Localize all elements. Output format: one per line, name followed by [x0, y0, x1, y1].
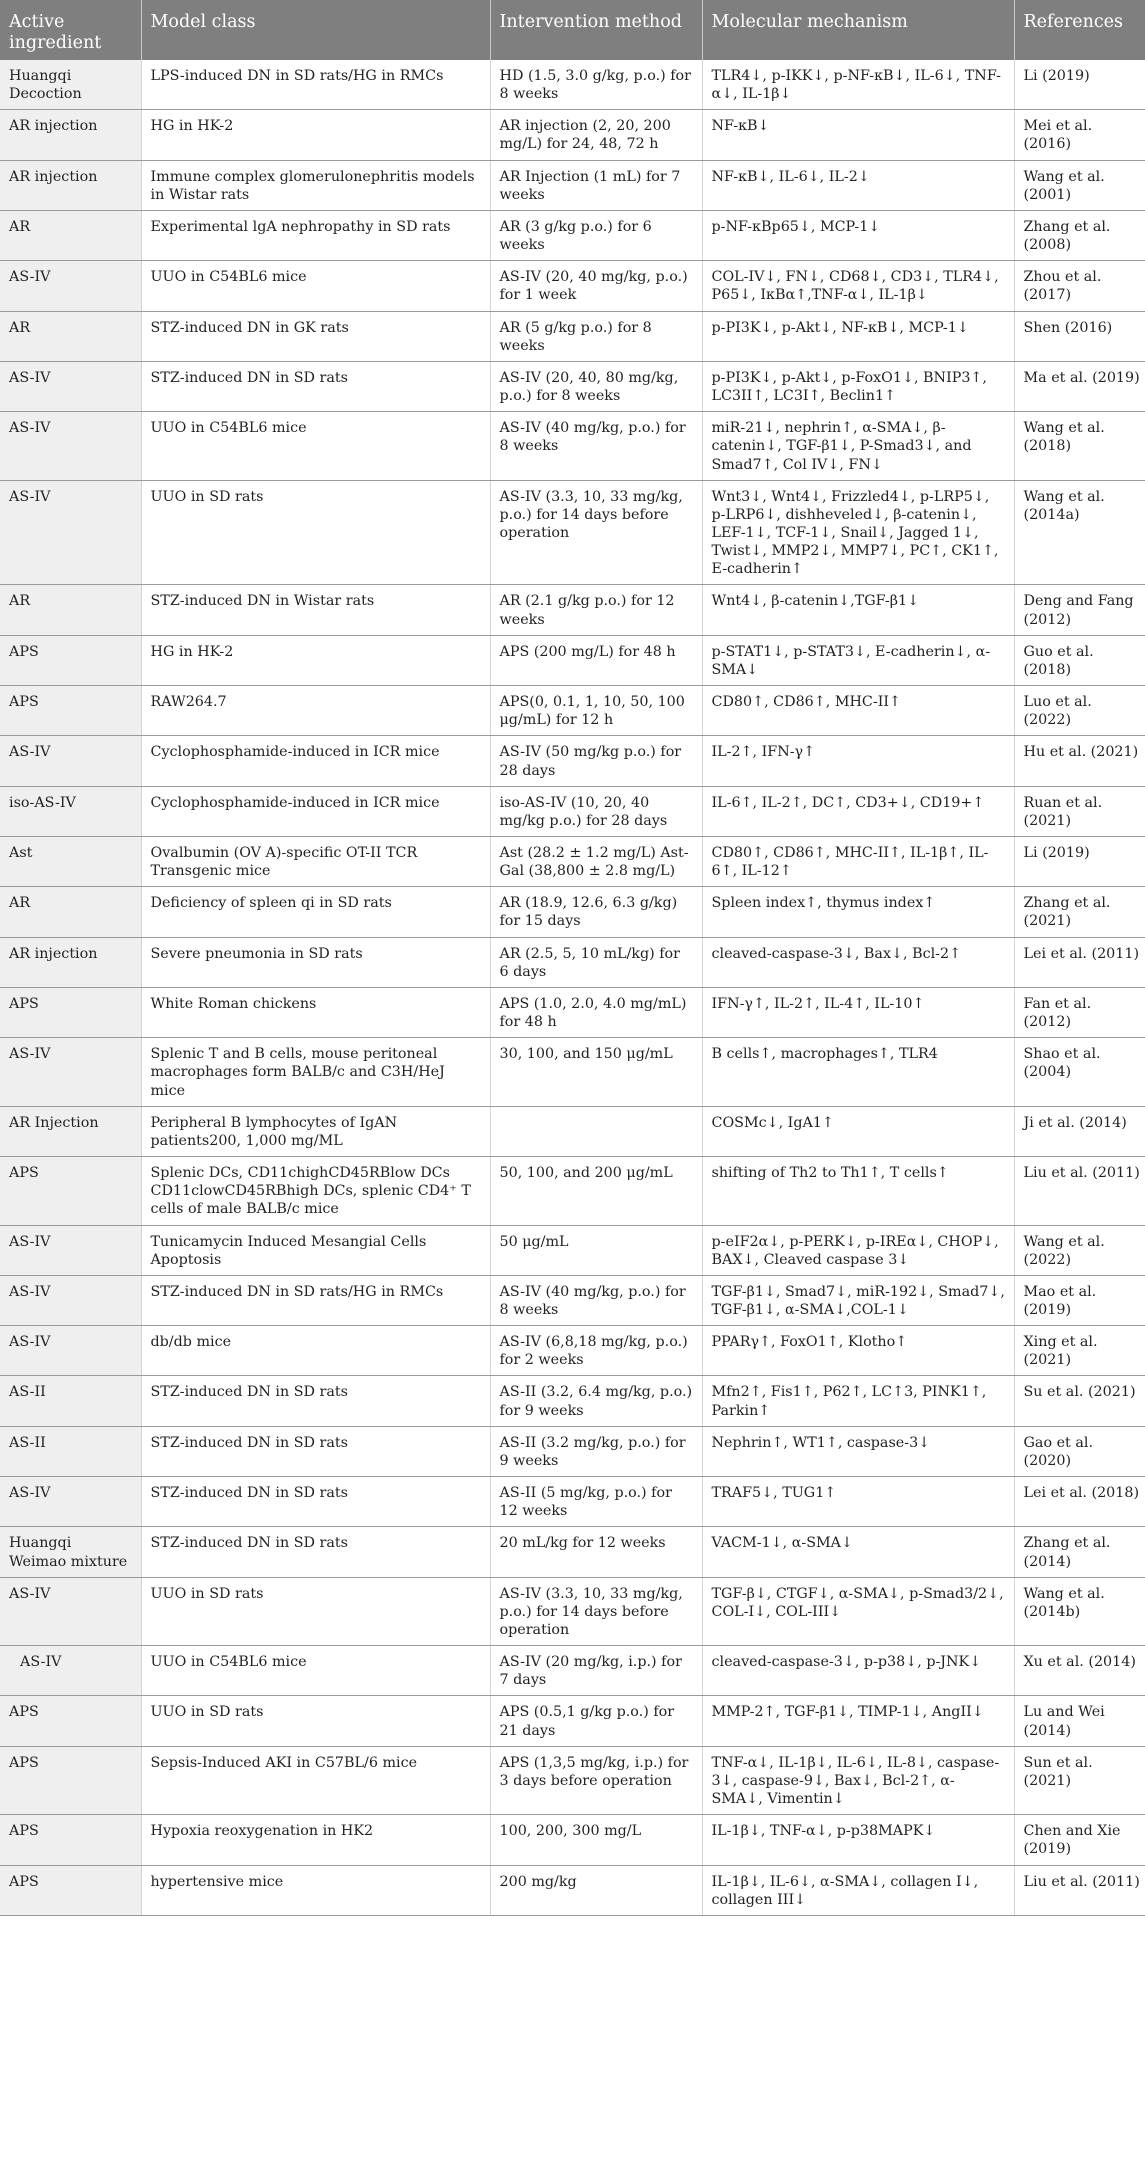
- cell-model-class: Cyclophosphamide-induced in ICR mice: [141, 736, 490, 786]
- cell-molecular-mechanism: p-PI3K↓, p-Akt↓, NF-κB↓, MCP-1↓: [702, 311, 1014, 361]
- cell-reference: Deng and Fang (2012): [1014, 585, 1145, 635]
- cell-model-class: STZ-induced DN in SD rats/HG in RMCs: [141, 1275, 490, 1325]
- cell-model-class: HG in HK-2: [141, 635, 490, 685]
- cell-intervention-method: AR injection (2, 20, 200 mg/L) for 24, 48, 72 h: [490, 110, 702, 160]
- cell-model-class: UUO in C54BL6 mice: [141, 1646, 490, 1696]
- table-row: [0, 1106, 1145, 1156]
- cell-model-class: Hypoxia reoxygenation in HK2: [141, 1815, 490, 1865]
- cell-intervention-method: AS-IV (20, 40 mg/kg, p.o.) for 1 week: [490, 261, 702, 311]
- table-row: [0, 937, 1145, 987]
- cell-model-class: LPS-induced DN in SD rats/HG in RMCs: [141, 60, 490, 110]
- cell-model-class: Experimental lgA nephropathy in SD rats: [141, 210, 490, 260]
- table-row: [0, 837, 1145, 887]
- cell-model-class: HG in HK-2: [141, 110, 490, 160]
- cell-intervention-method: AS-IV (20, 40, 80 mg/kg, p.o.) for 8 weeks: [490, 361, 702, 411]
- cell-model-class: UUO in C54BL6 mice: [141, 261, 490, 311]
- cell-reference: Su et al. (2021): [1014, 1376, 1145, 1426]
- cell-molecular-mechanism: TRAF5↓, TUG1↑: [702, 1477, 1014, 1527]
- cell-active-ingredient: APS: [0, 635, 141, 685]
- cell-active-ingredient: AR injection: [0, 110, 141, 160]
- cell-model-class: Tunicamycin Induced Mesangial Cells Apoptosis: [141, 1225, 490, 1275]
- cell-reference: Guo et al. (2018): [1014, 635, 1145, 685]
- cell-reference: Liu et al. (2011): [1014, 1157, 1145, 1225]
- cell-reference: Luo et al. (2022): [1014, 686, 1145, 736]
- cell-reference: Zhang et al. (2008): [1014, 210, 1145, 260]
- header-active-ingredient: Active ingredient: [0, 0, 141, 60]
- cell-intervention-method: AR Injection (1 mL) for 7 weeks: [490, 160, 702, 210]
- cell-active-ingredient: APS: [0, 1696, 141, 1746]
- header-intervention-method: Intervention method: [490, 0, 702, 60]
- cell-model-class: Immune complex glomerulonephritis models in Wistar rats: [141, 160, 490, 210]
- cell-molecular-mechanism: B cells↑, macrophages↑, TLR4: [702, 1038, 1014, 1106]
- header-model-class: Model class: [141, 0, 490, 60]
- cell-intervention-method: AR (3 g/kg p.o.) for 6 weeks: [490, 210, 702, 260]
- cell-molecular-mechanism: TGF-β1↓, Smad7↓, miR-192↓, Smad7↓, TGF-β1↓, α-SMA↓,COL-1↓: [702, 1275, 1014, 1325]
- cell-reference: Mei et al. (2016): [1014, 110, 1145, 160]
- cell-intervention-method: AS-II (3.2, 6.4 mg/kg, p.o.) for 9 weeks: [490, 1376, 702, 1426]
- cell-reference: Lei et al. (2018): [1014, 1477, 1145, 1527]
- cell-intervention-method: APS (0.5,1 g/kg p.o.) for 21 days: [490, 1696, 702, 1746]
- cell-molecular-mechanism: p-NF-κBp65↓, MCP-1↓: [702, 210, 1014, 260]
- cell-molecular-mechanism: p-eIF2α↓, p-PERK↓, p-IREα↓, CHOP↓, BAX↓, Cleaved caspase 3↓: [702, 1225, 1014, 1275]
- cell-molecular-mechanism: Nephrin↑, WT1↑, caspase-3↓: [702, 1426, 1014, 1476]
- cell-molecular-mechanism: p-PI3K↓, p-Akt↓, p-FoxO1↓, BNIP3↑, LC3II↑, LC3I↑, Beclin1↑: [702, 361, 1014, 411]
- table-row: [0, 736, 1145, 786]
- cell-reference: Wang et al. (2014b): [1014, 1577, 1145, 1645]
- cell-model-class: Cyclophosphamide-induced in ICR mice: [141, 786, 490, 836]
- cell-reference: Ma et al. (2019): [1014, 361, 1145, 411]
- cell-active-ingredient: APS: [0, 1746, 141, 1814]
- cell-intervention-method: Ast (28.2 ± 1.2 mg/L) Ast-Gal (38,800 ± 2.8 mg/L): [490, 837, 702, 887]
- cell-model-class: STZ-induced DN in GK rats: [141, 311, 490, 361]
- table-row: [0, 1815, 1145, 1865]
- table-row: [0, 1376, 1145, 1426]
- table-row: [0, 210, 1145, 260]
- table-row: [0, 261, 1145, 311]
- cell-active-ingredient: AS-IV: [0, 736, 141, 786]
- table-row: [0, 887, 1145, 937]
- cell-molecular-mechanism: IL-6↑, IL-2↑, DC↑, CD3+↓, CD19+↑: [702, 786, 1014, 836]
- cell-reference: Fan et al. (2012): [1014, 987, 1145, 1037]
- cell-model-class: hypertensive mice: [141, 1865, 490, 1915]
- cell-intervention-method: APS (200 mg/L) for 48 h: [490, 635, 702, 685]
- cell-intervention-method: AS-IV (40 mg/kg, p.o.) for 8 weeks: [490, 412, 702, 480]
- cell-active-ingredient: Ast: [0, 837, 141, 887]
- cell-intervention-method: HD (1.5, 3.0 g/kg, p.o.) for 8 weeks: [490, 60, 702, 110]
- cell-active-ingredient: AS-IV: [0, 412, 141, 480]
- cell-molecular-mechanism: cleaved-caspase-3↓, Bax↓, Bcl-2↑: [702, 937, 1014, 987]
- cell-active-ingredient: APS: [0, 987, 141, 1037]
- cell-intervention-method: AS-IV (6,8,18 mg/kg, p.o.) for 2 weeks: [490, 1326, 702, 1376]
- cell-reference: Wang et al. (2018): [1014, 412, 1145, 480]
- cell-active-ingredient: AS-IV: [0, 361, 141, 411]
- cell-reference: Lu and Wei (2014): [1014, 1696, 1145, 1746]
- cell-molecular-mechanism: TNF-α↓, IL-1β↓, IL-6↓, IL-8↓, caspase-3↓, caspase-9↓, Bax↓, Bcl-2↑, α-SMA↓, Vimentin↓: [702, 1746, 1014, 1814]
- table-row: [0, 1865, 1145, 1915]
- cell-model-class: RAW264.7: [141, 686, 490, 736]
- table-row: [0, 1746, 1145, 1814]
- cell-reference: Zhou et al. (2017): [1014, 261, 1145, 311]
- cell-intervention-method: 200 mg/kg: [490, 1865, 702, 1915]
- cell-active-ingredient: AS-IV: [0, 1038, 141, 1106]
- cell-reference: Sun et al. (2021): [1014, 1746, 1145, 1814]
- cell-active-ingredient: APS: [0, 1815, 141, 1865]
- cell-intervention-method: iso-AS-IV (10, 20, 40 mg/kg p.o.) for 28 days: [490, 786, 702, 836]
- cell-molecular-mechanism: shifting of Th2 to Th1↑, T cells↑: [702, 1157, 1014, 1225]
- cell-active-ingredient: APS: [0, 1865, 141, 1915]
- cell-intervention-method: AR (18.9, 12.6, 6.3 g/kg) for 15 days: [490, 887, 702, 937]
- table-row: [0, 1527, 1145, 1577]
- cell-molecular-mechanism: PPARγ↑, FoxO1↑, Klotho↑: [702, 1326, 1014, 1376]
- cell-active-ingredient: AS-IV: [0, 1326, 141, 1376]
- cell-active-ingredient: APS: [0, 1157, 141, 1225]
- table-row: [0, 635, 1145, 685]
- cell-model-class: Sepsis-Induced AKI in C57BL/6 mice: [141, 1746, 490, 1814]
- cell-model-class: White Roman chickens: [141, 987, 490, 1037]
- cell-active-ingredient: APS: [0, 686, 141, 736]
- cell-intervention-method: AS-IV (3.3, 10, 33 mg/kg, p.o.) for 14 days before operation: [490, 480, 702, 585]
- cell-molecular-mechanism: IFN-γ↑, IL-2↑, IL-4↑, IL-10↑: [702, 987, 1014, 1037]
- cell-reference: Wang et al. (2022): [1014, 1225, 1145, 1275]
- cell-intervention-method: AR (2.5, 5, 10 mL/kg) for 6 days: [490, 937, 702, 987]
- table-row: [0, 585, 1145, 635]
- cell-reference: Lei et al. (2011): [1014, 937, 1145, 987]
- cell-model-class: Severe pneumonia in SD rats: [141, 937, 490, 987]
- cell-active-ingredient: AS-IV: [0, 1577, 141, 1645]
- cell-molecular-mechanism: MMP-2↑, TGF-β1↓, TIMP-1↓, AngII↓: [702, 1696, 1014, 1746]
- cell-intervention-method: AS-II (5 mg/kg, p.o.) for 12 weeks: [490, 1477, 702, 1527]
- cell-reference: Xu et al. (2014): [1014, 1646, 1145, 1696]
- table-row: [0, 60, 1145, 110]
- cell-active-ingredient: AS-IV: [0, 480, 141, 585]
- table-header: [0, 0, 1145, 60]
- cell-intervention-method: APS (1,3,5 mg/kg, i.p.) for 3 days before operation: [490, 1746, 702, 1814]
- cell-intervention-method: 30, 100, and 150 μg/mL: [490, 1038, 702, 1106]
- header-molecular-mechanism: Molecular mechanism: [702, 0, 1014, 60]
- cell-molecular-mechanism: COSMc↓, IgA1↑: [702, 1106, 1014, 1156]
- table-row: [0, 786, 1145, 836]
- cell-model-class: UUO in SD rats: [141, 1577, 490, 1645]
- cell-reference: Zhang et al. (2021): [1014, 887, 1145, 937]
- cell-molecular-mechanism: NF-κB↓, IL-6↓, IL-2↓: [702, 160, 1014, 210]
- cell-intervention-method: AR (5 g/kg p.o.) for 8 weeks: [490, 311, 702, 361]
- cell-model-class: STZ-induced DN in SD rats: [141, 1426, 490, 1476]
- cell-model-class: UUO in SD rats: [141, 1696, 490, 1746]
- cell-intervention-method: AS-IV (20 mg/kg, i.p.) for 7 days: [490, 1646, 702, 1696]
- cell-model-class: STZ-induced DN in Wistar rats: [141, 585, 490, 635]
- cell-molecular-mechanism: Spleen index↑, thymus index↑: [702, 887, 1014, 937]
- table-row: [0, 1696, 1145, 1746]
- cell-active-ingredient: AR: [0, 210, 141, 260]
- table-row: [0, 160, 1145, 210]
- cell-model-class: UUO in SD rats: [141, 480, 490, 585]
- cell-model-class: STZ-induced DN in SD rats: [141, 1477, 490, 1527]
- cell-molecular-mechanism: NF-κB↓: [702, 110, 1014, 160]
- cell-model-class: STZ-induced DN in SD rats: [141, 361, 490, 411]
- table-row: [0, 110, 1145, 160]
- cell-active-ingredient: iso-AS-IV: [0, 786, 141, 836]
- cell-molecular-mechanism: Wnt4↓, β-catenin↓,TGF-β1↓: [702, 585, 1014, 635]
- cell-reference: Shao et al. (2004): [1014, 1038, 1145, 1106]
- cell-active-ingredient: Huangqi Decoction: [0, 60, 141, 110]
- cell-intervention-method: AR (2.1 g/kg p.o.) for 12 weeks: [490, 585, 702, 635]
- cell-reference: Mao et al. (2019): [1014, 1275, 1145, 1325]
- cell-active-ingredient: AR injection: [0, 160, 141, 210]
- cell-molecular-mechanism: Wnt3↓, Wnt4↓, Frizzled4↓, p-LRP5↓, p-LRP6↓, dishheveled↓, β-catenin↓, LEF-1↓, TCF-1↓, Snail↓, Jagged 1↓, Twist↓, MMP2↓, MMP7↓, PC↑, CK1↑, E-cadherin↑: [702, 480, 1014, 585]
- cell-reference: Wang et al. (2001): [1014, 160, 1145, 210]
- cell-molecular-mechanism: CD80↑, CD86↑, MHC-II↑: [702, 686, 1014, 736]
- table-row: [0, 1326, 1145, 1376]
- table-row: [0, 1275, 1145, 1325]
- cell-reference: Zhang et al. (2014): [1014, 1527, 1145, 1577]
- cell-molecular-mechanism: miR-21↓, nephrin↑, α-SMA↓, β-catenin↓, TGF-β1↓, P-Smad3↓, and Smad7↑, Col IV↓, FN↓: [702, 412, 1014, 480]
- cell-reference: Li (2019): [1014, 60, 1145, 110]
- cell-model-class: Deficiency of spleen qi in SD rats: [141, 887, 490, 937]
- cell-reference: Chen and Xie (2019): [1014, 1815, 1145, 1865]
- cell-reference: Xing et al. (2021): [1014, 1326, 1145, 1376]
- cell-molecular-mechanism: IL-1β↓, TNF-α↓, p-p38MAPK↓: [702, 1815, 1014, 1865]
- header-row: [0, 0, 1145, 60]
- cell-intervention-method: AS-II (3.2 mg/kg, p.o.) for 9 weeks: [490, 1426, 702, 1476]
- table-row: [0, 412, 1145, 480]
- cell-intervention-method: 100, 200, 300 mg/L: [490, 1815, 702, 1865]
- table-row: [0, 1426, 1145, 1476]
- cell-model-class: Peripheral B lymphocytes of IgAN patients200, 1,000 mg/ML: [141, 1106, 490, 1156]
- cell-reference: Ji et al. (2014): [1014, 1106, 1145, 1156]
- cell-model-class: db/db mice: [141, 1326, 490, 1376]
- table-row: [0, 1038, 1145, 1106]
- cell-molecular-mechanism: p-STAT1↓, p-STAT3↓, E-cadherin↓, α-SMA↓: [702, 635, 1014, 685]
- table-row: [0, 1477, 1145, 1527]
- cell-intervention-method: 20 mL/kg for 12 weeks: [490, 1527, 702, 1577]
- cell-active-ingredient: Huangqi Weimao mixture: [0, 1527, 141, 1577]
- cell-molecular-mechanism: IL-2↑, IFN-γ↑: [702, 736, 1014, 786]
- cell-active-ingredient: AR: [0, 311, 141, 361]
- cell-molecular-mechanism: VACM-1↓, α-SMA↓: [702, 1527, 1014, 1577]
- cell-active-ingredient: AS-II: [0, 1426, 141, 1476]
- table-row: [0, 1577, 1145, 1645]
- cell-intervention-method: AS-IV (50 mg/kg p.o.) for 28 days: [490, 736, 702, 786]
- header-references: References: [1014, 0, 1145, 60]
- cell-active-ingredient: AS-IV: [0, 261, 141, 311]
- cell-molecular-mechanism: TLR4↓, p-IKK↓, p-NF-κB↓, IL-6↓, TNF-α↓, IL-1β↓: [702, 60, 1014, 110]
- cell-active-ingredient: AR: [0, 585, 141, 635]
- cell-intervention-method: APS(0, 0.1, 1, 10, 50, 100 μg/mL) for 12 h: [490, 686, 702, 736]
- cell-intervention-method: AS-IV (40 mg/kg, p.o.) for 8 weeks: [490, 1275, 702, 1325]
- cell-reference: Liu et al. (2011): [1014, 1865, 1145, 1915]
- cell-active-ingredient: AS-IV: [0, 1275, 141, 1325]
- cell-molecular-mechanism: IL-1β↓, IL-6↓, α-SMA↓, collagen I↓, collagen III↓: [702, 1865, 1014, 1915]
- table-row: [0, 1225, 1145, 1275]
- cell-model-class: UUO in C54BL6 mice: [141, 412, 490, 480]
- table-row: [0, 987, 1145, 1037]
- cell-molecular-mechanism: TGF-β↓, CTGF↓, α-SMA↓, p-Smad3/2↓, COL-I↓, COL-III↓: [702, 1577, 1014, 1645]
- cell-active-ingredient: AR: [0, 887, 141, 937]
- cell-molecular-mechanism: COL-IV↓, FN↓, CD68↓, CD3↓, TLR4↓, P65↓, IκBα↑,TNF-α↓, IL-1β↓: [702, 261, 1014, 311]
- cell-intervention-method: AS-IV (3.3, 10, 33 mg/kg, p.o.) for 14 days before operation: [490, 1577, 702, 1645]
- cell-model-class: Ovalbumin (OV A)-specific OT-II TCR Transgenic mice: [141, 837, 490, 887]
- cell-reference: Gao et al. (2020): [1014, 1426, 1145, 1476]
- cell-active-ingredient: AR Injection: [0, 1106, 141, 1156]
- cell-intervention-method: 50 μg/mL: [490, 1225, 702, 1275]
- cell-active-ingredient: AS-IV: [0, 1477, 141, 1527]
- cell-reference: Wang et al. (2014a): [1014, 480, 1145, 585]
- table-row: [0, 686, 1145, 736]
- cell-molecular-mechanism: Mfn2↑, Fis1↑, P62↑, LC↑3, PINK1↑, Parkin↑: [702, 1376, 1014, 1426]
- cell-intervention-method: 50, 100, and 200 μg/mL: [490, 1157, 702, 1225]
- cell-molecular-mechanism: CD80↑, CD86↑, MHC-II↑, IL-1β↑, IL-6↑, IL-12↑: [702, 837, 1014, 887]
- table-row: [0, 1157, 1145, 1225]
- cell-intervention-method: [490, 1106, 702, 1156]
- cell-molecular-mechanism: cleaved-caspase-3↓, p-p38↓, p-JNK↓: [702, 1646, 1014, 1696]
- cell-reference: Ruan et al. (2021): [1014, 786, 1145, 836]
- cell-model-class: Splenic DCs, CD11chighCD45RBlow DCs CD11clowCD45RBhigh DCs, splenic CD4⁺ T cells of male BALB/c mice: [141, 1157, 490, 1225]
- cell-active-ingredient: AS-IV: [0, 1646, 141, 1696]
- cell-active-ingredient: AS-II: [0, 1376, 141, 1426]
- cell-reference: Hu et al. (2021): [1014, 736, 1145, 786]
- table-row: [0, 361, 1145, 411]
- cell-reference: Li (2019): [1014, 837, 1145, 887]
- cell-active-ingredient: AS-IV: [0, 1225, 141, 1275]
- cell-model-class: STZ-induced DN in SD rats: [141, 1376, 490, 1426]
- table-body: [0, 60, 1145, 1915]
- cell-model-class: STZ-induced DN in SD rats: [141, 1527, 490, 1577]
- cell-intervention-method: APS (1.0, 2.0, 4.0 mg/mL) for 48 h: [490, 987, 702, 1037]
- cell-reference: Shen (2016): [1014, 311, 1145, 361]
- cell-model-class: Splenic T and B cells, mouse peritoneal macrophages form BALB/c and C3H/HeJ mice: [141, 1038, 490, 1106]
- table-row: [0, 480, 1145, 585]
- table-row: [0, 1646, 1145, 1696]
- table-row: [0, 311, 1145, 361]
- cell-active-ingredient: AR injection: [0, 937, 141, 987]
